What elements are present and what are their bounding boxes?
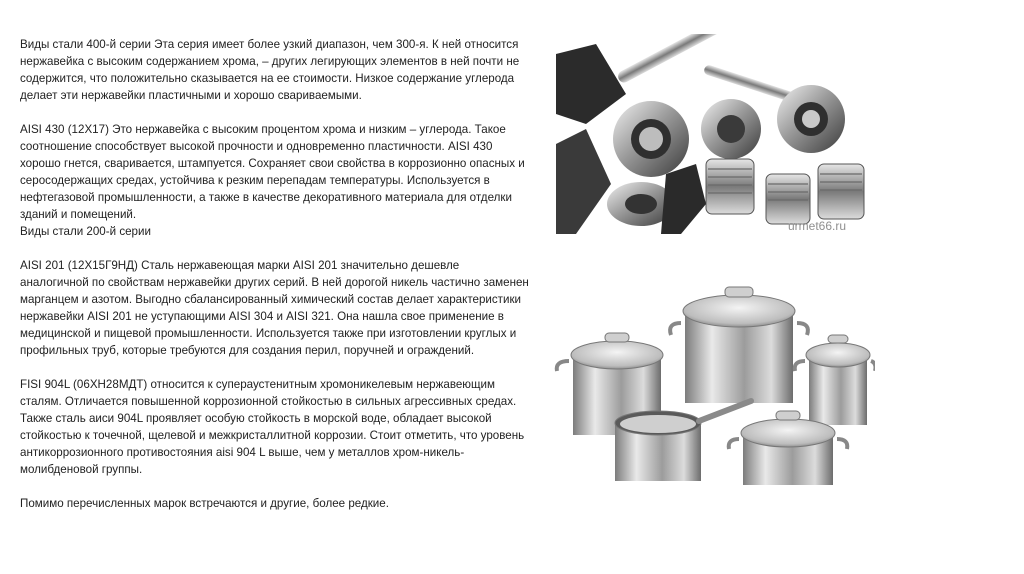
paragraph-gap xyxy=(20,359,530,376)
paragraph-series-400: Виды стали 400-й серии Эта серия имеет более узкий диапазон, чем 300-я. К ней относится нержавейка с высоким содержанием хрома, – других легирующих элементов в ней почти не содержится, что положительно сказывается на ее стоимости. Низкое содержание углерода делает эти нержавейки пластичными и хорошо свариваемыми. xyxy=(20,38,520,102)
photo-watermark: urmet66.ru xyxy=(788,219,847,233)
cookware-set-photo xyxy=(553,283,875,495)
steel-fittings-illustration xyxy=(556,34,870,234)
paragraph-other-grades: Помимо перечисленных марок встречаются и другие, более редкие. xyxy=(20,497,389,510)
paragraph-aisi-430: AISI 430 (12Х17) Это нержавейка с высоким процентом хрома и низким – углерода. Такое соотношение способствует высокой прочности и одновременно пластичности. AISI 430 хорошо гнется, сваривается, штампуется. Сохраняет свои свойства в коррозионно опасных и серосодержащих средах, устойчива к резким перепадам температуры. Используется в нефтегазовой промышленности, а также в качестве декоративного материала для отделки зданий и помещений. xyxy=(20,123,525,221)
cookware-set-illustration xyxy=(553,283,875,495)
paragraph-aisi-201: AISI 201 (12Х15Г9НД) Сталь нержавеющая марки AISI 201 значительно дешевле аналогичной по свойствам нержавейки других серий. В ней дорогой никель частично заменен марганцем и азотом. Выгодно сбалансированный химический состав делает характеристики нержавейки AISI 201 не уступающими AISI 304 и AISI 321. Она нашла свое применение в медицинской и пищевой промышленности. Используется также при изготовлении круглых и профильных труб, которые требуются для создания перил, поручней и ограждений. xyxy=(20,259,529,357)
steel-fittings-photo xyxy=(556,34,870,234)
paragraph-gap xyxy=(20,240,530,257)
paragraph-fisi-904l: FISI 904L (06ХН28МДТ) относится к супераустенитным хромоникелевым нержавеющим сталям. Отличается повышенной коррозионной стойкостью в сильных агрессивных средах. Также сталь аиси 904L проявляет особую стойкость в морской воде, обладает высокой стойкостью к точечной, щелевой и межкристаллитной коррозии. Стоит отметить, что уровень антикоррозионного противостояния aisi 904 L выше, чем у металлов хром-никель-молибденовой группы. xyxy=(20,378,525,476)
heading-series-200: Виды стали 200-й серии xyxy=(20,225,151,238)
paragraph-gap xyxy=(20,104,530,121)
text-column xyxy=(20,36,530,512)
paragraph-gap xyxy=(20,478,530,495)
